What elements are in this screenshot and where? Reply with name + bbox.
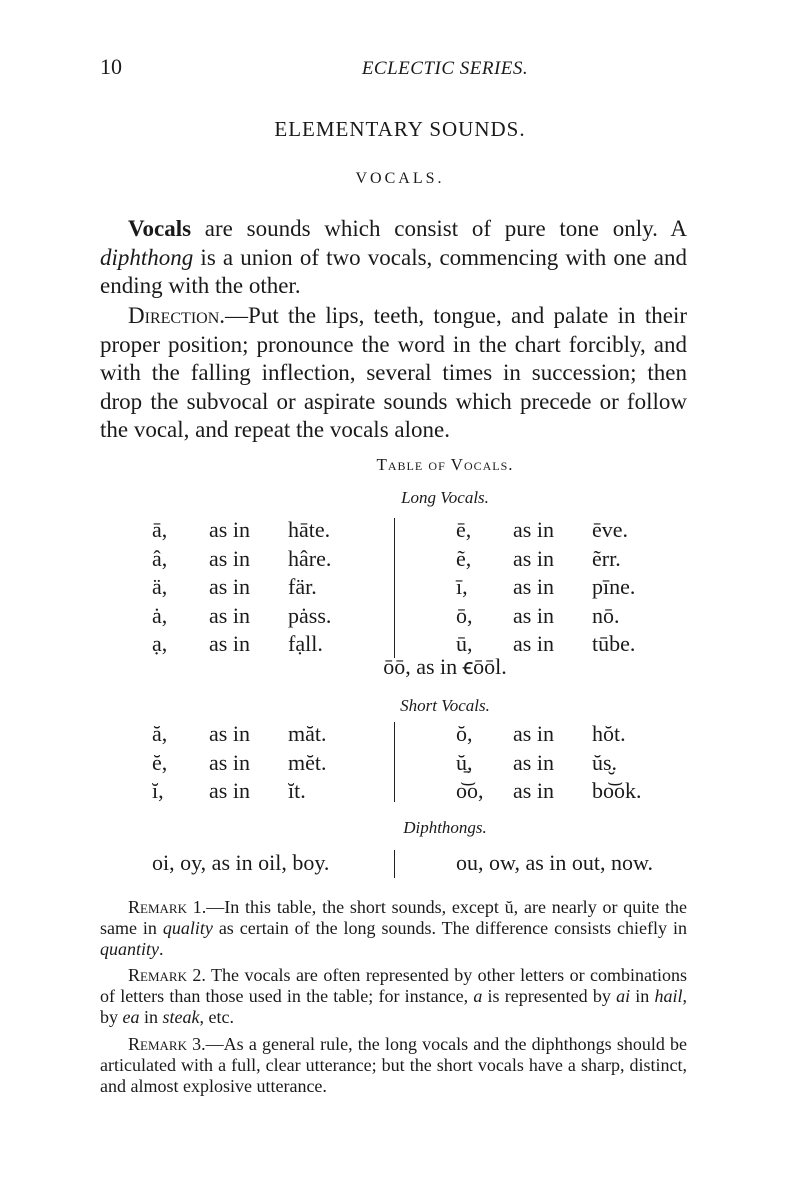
vocal-symbol: ä,: [152, 574, 168, 599]
as-in-label: as in: [513, 631, 554, 656]
as-in-label: as in: [209, 602, 250, 628]
diphthongs-right: ou, ow, as in out, now.: [456, 850, 653, 875]
vocal-symbol: ō,: [456, 602, 473, 628]
vocal-symbol: ŏ,: [456, 721, 473, 746]
vocal-symbol: ē,: [456, 517, 472, 542]
as-in-label: as in: [513, 749, 554, 775]
table-title: Table of Vocals.: [376, 455, 514, 474]
example-word: măt.: [288, 721, 327, 746]
section-subtitle: VOCALS.: [355, 170, 445, 187]
as-in-label: as in: [513, 602, 554, 628]
diphthongs-left: oi, oy, as in oil, boy.: [152, 850, 330, 875]
vocal-symbol: ẽ,: [456, 545, 472, 571]
vocal-symbol: â,: [152, 545, 168, 571]
as-in-label: as in: [209, 545, 250, 571]
page-number: 10: [100, 54, 122, 79]
example-word: nō.: [592, 602, 620, 628]
vocal-symbol: ĭ,: [152, 778, 164, 803]
example-word: ĭt.: [288, 778, 306, 803]
example-word: ēve.: [592, 517, 629, 542]
vocal-symbol: ă,: [152, 721, 168, 746]
example-word: ẽrr.: [592, 545, 621, 571]
short-vocals-divider: [394, 722, 395, 802]
example-word: pȧss.: [288, 602, 332, 628]
remark-2: Remark 2. The vocals are often represented by other letters or combinations of letters than those used in the table; for instance, a is represented by ai in hail, by ea in steak, etc.: [100, 965, 688, 1027]
diphthong-term: diphthong: [100, 244, 194, 270]
example-word: fär.: [288, 574, 317, 599]
diphthongs-heading: Diphthongs.: [403, 818, 487, 837]
page-title: ELEMENTARY SOUNDS.: [274, 117, 526, 141]
remark-3: Remark 3.—As a general rule, the long vocals and the diphthongs should be articulated with a full, clear utterance; but the short vocals have a sharp, distinct, and almost explosive utterance.: [100, 1034, 688, 1096]
example-word: bo͝ok.: [592, 778, 642, 803]
example-word: hāte.: [288, 517, 331, 542]
vocal-symbol: ī,: [456, 574, 468, 599]
direction-paragraph: Direction.—Put the lips, teeth, tongue, and palate in their proper position; pronounce the word in the chart forcibly, and with the falling inflection, several times in succession; then drop the subvocal or aspirate sounds which precede or follow the vocal, and repeat the vocals alone.: [100, 303, 687, 442]
vocal-symbol: o͝o,: [456, 778, 484, 803]
vocal-symbol: ạ,: [152, 631, 168, 656]
as-in-label: as in: [209, 517, 250, 542]
vocal-symbol: ȧ,: [152, 602, 168, 628]
example-word: hâre.: [288, 545, 332, 571]
long-vocals-heading: Long Vocals.: [401, 488, 489, 507]
as-in-label: as in: [513, 574, 554, 599]
vocal-symbol: ū,: [456, 631, 473, 656]
as-in-label: as in: [513, 517, 554, 542]
remark-1: Remark 1.—In this table, the short sounds, except ŭ, are nearly or quite the same in quality as certain of the long sounds. The difference consists chiefly in quantity.: [100, 897, 688, 959]
example-word: hŏt.: [592, 721, 626, 746]
example-word: pīne.: [592, 574, 636, 599]
vocal-symbol: ā,: [152, 517, 168, 542]
as-in-label: as in: [209, 631, 250, 656]
example-word: tūbe.: [592, 631, 636, 656]
long-vocals-extra-row: ōō, as in ꞓōōl.: [383, 654, 507, 679]
diphthongs-divider: [394, 850, 395, 878]
direction-label: Direction.: [128, 303, 226, 328]
example-word: ŭs̮.: [592, 749, 618, 775]
as-in-label: as in: [209, 721, 250, 746]
short-vocals-heading: Short Vocals.: [400, 696, 490, 715]
as-in-label: as in: [209, 749, 250, 775]
vocal-symbol: ĕ,: [152, 749, 168, 775]
as-in-label: as in: [209, 778, 250, 803]
as-in-label: as in: [209, 574, 250, 599]
as-in-label: as in: [513, 545, 554, 571]
example-word: fạll.: [288, 631, 323, 656]
vocals-term: Vocals: [128, 216, 192, 241]
as-in-label: as in: [513, 721, 554, 746]
intro-paragraph: Vocals are sounds which consist of pure tone only. A diphthong is a union of two vocals, commencing with one and ending with the other.: [100, 216, 687, 298]
vocal-symbol: ŭ̱,: [456, 749, 473, 775]
running-head: ECLECTIC SERIES.: [361, 58, 529, 79]
as-in-label: as in: [513, 778, 554, 803]
example-word: mĕt.: [288, 749, 327, 775]
long-vocals-divider: [394, 518, 395, 658]
